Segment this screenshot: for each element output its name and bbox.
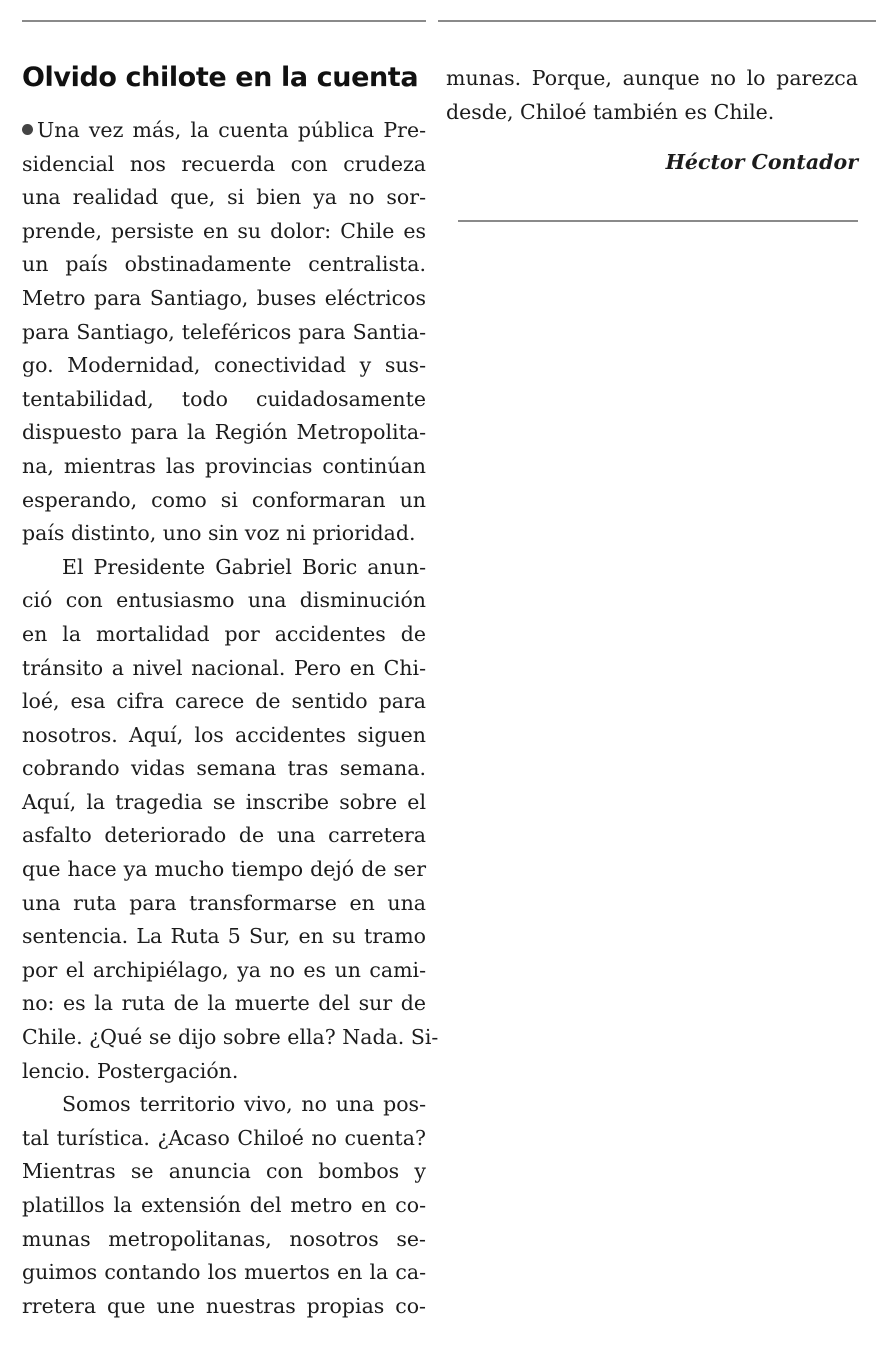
text-line: una ruta para transformarse en una [22,890,426,915]
text-line: tentabilidad, todo cuidadosamente [22,386,426,411]
text-line: El Presidente Gabriel Boric anun- [62,554,426,579]
text-line: Aquí, la tragedia se inscribe sobre el [22,789,426,814]
text-line: por el archipiélago, ya no es un cami- [22,957,426,982]
text-line: tránsito a nivel nacional. Pero en Chi- [22,655,426,680]
text-line: para Santiago, teleféricos para Santia- [22,319,426,344]
signature: Héctor Contador [665,150,858,175]
text-line: en la mortalidad por accidentes de [22,621,426,646]
text-line: Somos territorio vivo, no una pos- [62,1092,426,1117]
letter-column-right [446,62,858,179]
text-line: rretera que une nuestras propias co- [22,1293,426,1318]
text-line: nosotros. Aquí, los accidentes siguen [22,722,426,747]
bullet-icon [22,124,33,135]
bottom-rule-right [458,220,858,222]
letter-column-left [22,58,439,1323]
text-line: guimos contando los muertos en la ca- [22,1260,426,1285]
text-line: na, mientras las provincias continúan [22,453,426,478]
text-line: lencio. Postergación. [22,1058,239,1083]
top-rule-right [438,20,876,22]
text-line: loé, esa cifra carece de sentido para [22,689,426,714]
text-line: no: es la ruta de la muerte del sur de [22,991,426,1016]
text-line: Chile. ¿Qué se dijo sobre ella? Nada. Si- [22,1025,439,1050]
text-line: país distinto, uno sin voz ni prioridad. [22,521,416,546]
body-paragraph [22,1088,426,1323]
body-paragraph [22,114,426,551]
top-rule-left [22,20,426,22]
text-line: asfalto deteriorado de una carretera [22,823,426,848]
headline: Olvido chilote en la cuenta [22,62,419,93]
text-line: munas. Porque, aunque no lo parezca [446,66,858,90]
text-line: desde, Chiloé también es Chile. [446,99,775,124]
text-line: tal turística. ¿Acaso Chiloé no cuenta? [22,1125,426,1150]
text-line: munas metropolitanas, nosotros se- [22,1226,426,1251]
text-line: Una vez más, la cuenta pública Pre- [22,114,426,148]
text-line: go. Modernidad, conectividad y sus- [22,353,426,378]
text-line: cobrando vidas semana tras semana. [22,756,426,781]
text-line: esperando, como si conformaran un [22,487,426,512]
text-line: prende, persiste en su dolor: Chile es [22,218,426,243]
letter-body [22,114,439,1323]
text-line: ció con entusiasmo una disminución [22,588,426,613]
text-line: dispuesto para la Región Metropolita- [22,420,426,445]
text-line: sentencia. La Ruta 5 Sur, en su tramo [22,924,426,949]
text-line: sidencial nos recuerda con crudeza [22,151,426,176]
continuation-paragraph [446,62,858,129]
text-line: Mientras se anuncia con bombos y [22,1159,426,1184]
text-line: platillos la extensión del metro en co- [22,1193,426,1217]
text-line: una realidad que, si bien ya no sor- [22,185,426,210]
text-line: Metro para Santiago, buses eléctricos [22,285,426,310]
body-paragraph [22,551,439,1089]
text-line: que hace ya mucho tiempo dejó de ser [22,857,426,882]
text-line: un país obstinadamente centralista. [22,252,426,277]
